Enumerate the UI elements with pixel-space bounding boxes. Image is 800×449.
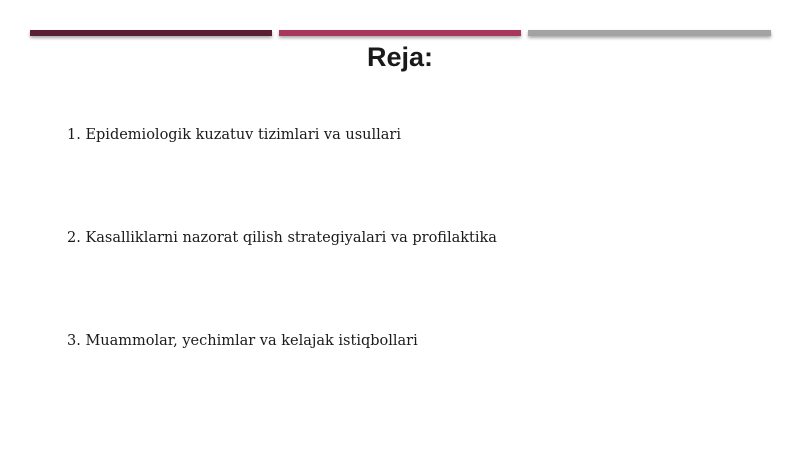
agenda-item: 3. Muammolar, yechimlar va kelajak istiqbollari — [67, 333, 418, 349]
slide-title: Reja: — [366, 42, 434, 72]
agenda-item: 1. Epidemiologik kuzatuv tizimlari va usullari — [67, 127, 401, 143]
agenda-item: 2. Kasalliklarni nazorat qilish strategiyalari va profilaktika — [67, 230, 497, 246]
accent-bar-magenta — [279, 30, 521, 36]
accent-bars — [30, 30, 771, 38]
accent-bar-gray — [528, 30, 771, 36]
accent-bar-dark — [30, 30, 272, 36]
